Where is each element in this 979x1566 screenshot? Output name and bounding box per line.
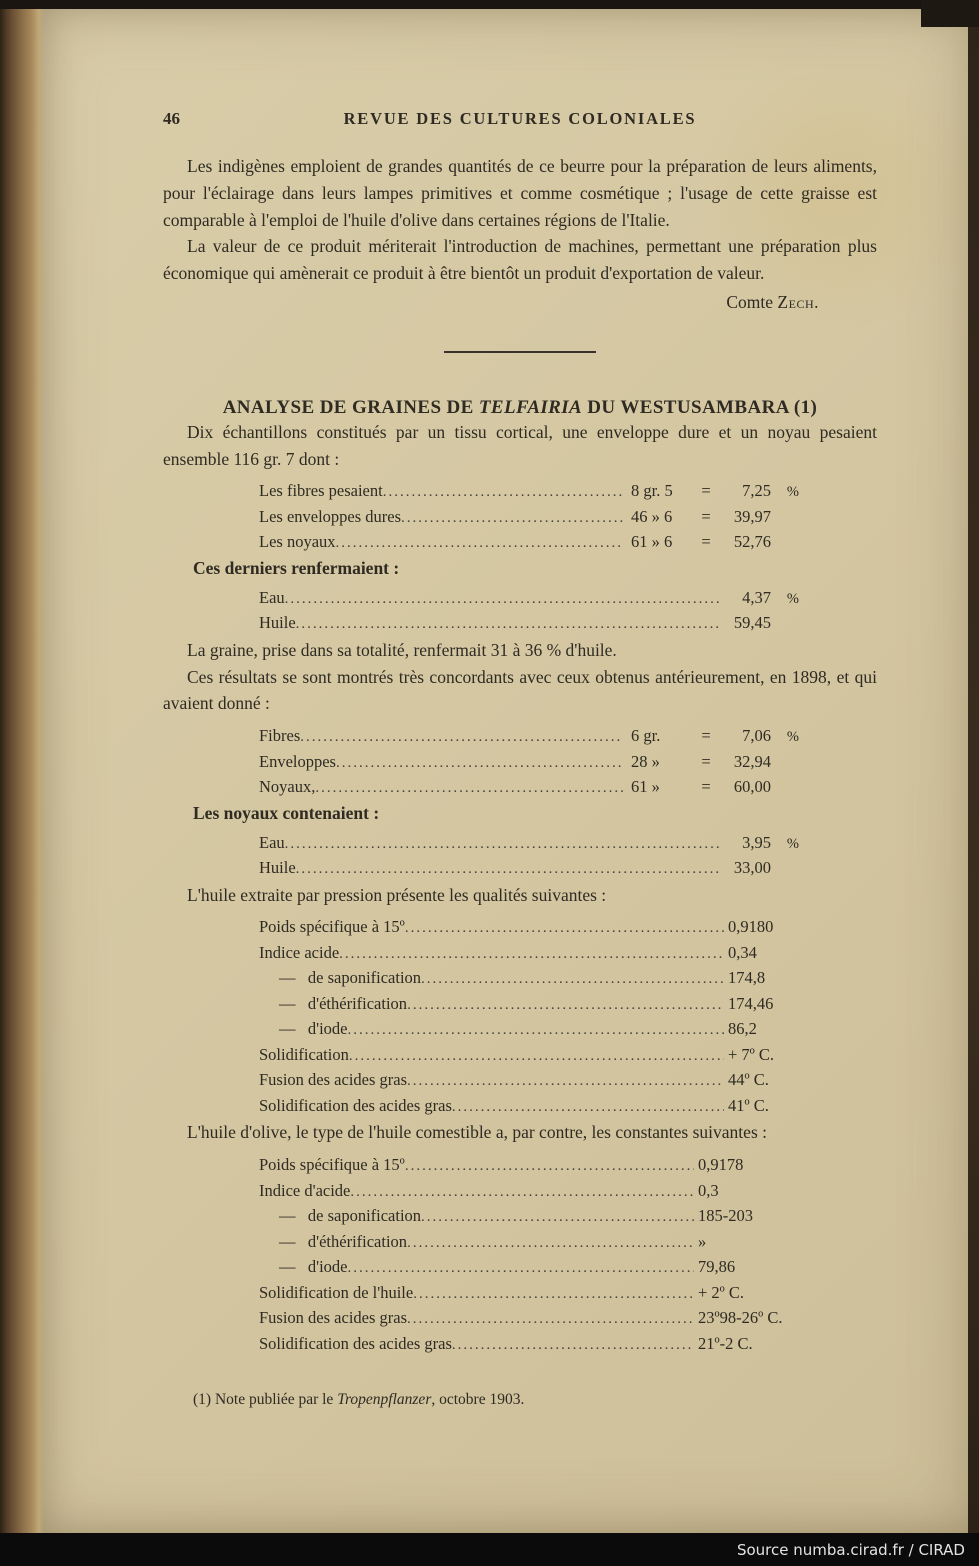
row-label: Solidification des acides gras — [259, 1095, 452, 1115]
dot-leader — [336, 750, 623, 776]
row-label: — de saponification — [279, 968, 422, 988]
journal-title: REVUE DES CULTURES COLONIALES — [343, 109, 697, 128]
equals-sign: = — [701, 751, 711, 771]
qualites-table — [259, 915, 829, 1119]
row-amount: 61 » — [631, 777, 660, 797]
row-unit: % — [786, 590, 799, 607]
source-attribution-text: Source numba.cirad.fr / CIRAD — [736, 1540, 965, 1559]
row-label: — d'éthérification — [279, 1231, 408, 1251]
dot-leader — [285, 586, 719, 612]
row-value: 174,8 — [728, 968, 766, 988]
row-label: Indice acide — [259, 942, 340, 962]
row-unit: % — [786, 835, 799, 852]
source-attribution-bar — [0, 1533, 979, 1566]
row-unit: % — [786, 729, 799, 746]
row-label: Fusion des acides gras — [259, 1070, 408, 1090]
row-value: 59,45 — [733, 613, 771, 633]
running-header — [163, 109, 877, 129]
table-row — [259, 1255, 804, 1281]
paragraph-beurre-2: La valeur de ce produit mériterait l'introduction de machines, permettant une préparation plus économique qui amènerait ce produit à être bientôt un produit d'exportation de valeur. — [163, 236, 877, 284]
dot-leader — [285, 831, 719, 857]
row-value: 3,95 — [742, 832, 771, 852]
table-row — [259, 966, 829, 992]
dot-leader — [349, 1043, 724, 1069]
table-row — [259, 586, 799, 612]
row-label: Fibres — [259, 726, 301, 746]
table-row — [259, 775, 799, 801]
table-row — [259, 856, 799, 882]
scan-right-edge — [968, 0, 979, 1566]
table-row — [259, 1094, 829, 1120]
row-label: Noyaux, — [259, 777, 316, 797]
olive-table — [259, 1153, 804, 1357]
row-amount: 61 » 6 — [631, 532, 673, 552]
row-value: 0,9180 — [728, 917, 774, 937]
table-row — [259, 941, 829, 967]
equals-sign: = — [701, 726, 711, 746]
row-value: 33,00 — [733, 858, 771, 878]
signature-name: Zech. — [777, 291, 819, 312]
page-number: 46 — [163, 109, 180, 128]
book-spine-edge — [0, 0, 44, 1566]
dot-leader — [296, 856, 719, 882]
row-value: 0,34 — [728, 942, 757, 962]
dot-leader — [407, 1230, 694, 1256]
table-row — [259, 1068, 829, 1094]
weights-table — [259, 479, 799, 556]
article-title — [163, 397, 877, 419]
row-label: Les noyaux — [259, 532, 336, 552]
row-value: 23º98-26º C. — [698, 1308, 783, 1328]
dot-leader — [315, 775, 623, 801]
table-row — [259, 530, 799, 556]
row-amount: 8 gr. 5 — [631, 481, 673, 501]
paragraph-beurre-1: Les indigènes emploient de grandes quantités de ce beurre pour la préparation de leurs aliments, pour l'éclairage dans leurs lampes primitives et comme cosmétique ; l'usage de cette graisse est comparable à l'emploi de l'huile d'olive dans certaines régions de l'Italie. — [163, 156, 877, 230]
row-value: 44º C. — [728, 1070, 769, 1090]
equals-sign: = — [701, 481, 711, 501]
row-value: 7,06 — [742, 726, 771, 746]
table-row — [259, 1204, 804, 1230]
dot-leader — [452, 1094, 724, 1120]
paragraph-resultats: Ces résultats se sont montrés très concordants avec ceux obtenus antérieurement, en 1898, et qui avaient donné : — [163, 666, 877, 714]
table-row — [259, 1043, 829, 1069]
dot-leader — [336, 530, 623, 556]
row-value: 0,9178 — [698, 1155, 744, 1175]
paragraph-pression: L'huile extraite par pression présente les qualités suivantes : — [187, 884, 607, 905]
table-row — [259, 750, 799, 776]
equals-sign: = — [701, 506, 711, 526]
row-value: 52,76 — [733, 532, 771, 552]
equals-sign: = — [701, 777, 711, 797]
dot-leader — [407, 1068, 724, 1094]
dot-leader — [348, 1255, 694, 1281]
row-value: 0,3 — [698, 1180, 719, 1200]
table-row — [259, 1306, 804, 1332]
row-unit: % — [786, 484, 799, 501]
row-label: Eau — [259, 832, 285, 852]
dot-leader — [405, 1153, 694, 1179]
footnote-text: (1) Note publiée par le — [193, 1391, 338, 1409]
table-row — [259, 1153, 804, 1179]
row-label: Fusion des acides gras — [259, 1308, 408, 1328]
table-row — [259, 505, 799, 531]
row-value: » — [698, 1231, 707, 1251]
page-paper — [34, 7, 970, 1533]
dot-leader — [421, 966, 724, 992]
article-title-genus: TELFAIRIA — [478, 396, 583, 418]
author-signature — [163, 292, 877, 313]
dot-leader — [350, 1179, 694, 1205]
row-label: Solidification de l'huile — [259, 1282, 414, 1302]
dot-leader — [405, 915, 724, 941]
row-value: + 2º C. — [698, 1282, 745, 1302]
table-row — [259, 1281, 804, 1307]
scan-corner — [921, 0, 979, 27]
paragraph-intro: Dix échantillons constitués par un tissu cortical, une enveloppe dure et un noyau pesaient ensemble 116 gr. 7 dont : — [163, 421, 877, 469]
table-row — [259, 1332, 804, 1358]
row-label: Solidification — [259, 1044, 349, 1064]
subheading-renfermaient: Ces derniers renfermaient : — [193, 557, 400, 578]
row-label: — de saponification — [279, 1206, 422, 1226]
dot-leader — [383, 479, 623, 505]
row-value: 32,94 — [733, 751, 771, 771]
table-row — [259, 992, 829, 1018]
footnote-journal-name: Tropenpflanzer — [337, 1391, 432, 1409]
paragraph-graine: La graine, prise dans sa totalité, renfermait 31 à 36 % d'huile. — [187, 639, 617, 660]
dot-leader — [407, 1306, 694, 1332]
table-row — [259, 915, 829, 941]
paragraph-olive: L'huile d'olive, le type de l'huile comestible a, par contre, les constantes suivantes : — [187, 1122, 767, 1143]
row-value: 86,2 — [728, 1019, 757, 1039]
table-row — [259, 1017, 829, 1043]
row-label: Enveloppes — [259, 751, 336, 771]
row-label: Huile — [259, 613, 296, 633]
article-title-region: DU WESTUSAMBARA (1) — [582, 396, 818, 418]
row-value: 60,00 — [733, 777, 771, 797]
dot-leader — [348, 1017, 724, 1043]
dot-leader — [401, 505, 623, 531]
row-label: — d'iode — [279, 1019, 348, 1039]
row-label: Indice d'acide — [259, 1180, 351, 1200]
contenaient-table — [259, 831, 799, 882]
row-value: 41º C. — [728, 1095, 769, 1115]
row-label: Les enveloppes dures — [259, 506, 402, 526]
equals-sign: = — [701, 532, 711, 552]
row-label: Eau — [259, 587, 285, 607]
dot-leader — [407, 992, 724, 1018]
row-value: 79,86 — [698, 1257, 736, 1277]
dot-leader — [339, 941, 724, 967]
row-value: 21º-2 C. — [698, 1333, 753, 1353]
dot-leader — [300, 724, 623, 750]
row-label: Poids spécifique à 15º — [259, 1155, 405, 1175]
footnote-date: , octobre 1903. — [431, 1391, 525, 1409]
page-content — [163, 109, 877, 1409]
table-row — [259, 1230, 804, 1256]
dot-leader — [296, 611, 719, 637]
dot-leader — [413, 1281, 694, 1307]
section-divider — [444, 351, 596, 353]
row-label: — d'éthérification — [279, 993, 408, 1013]
row-value: 185-203 — [698, 1206, 753, 1226]
article-title-text: ANALYSE DE GRAINES DE — [222, 396, 479, 418]
row-label: Les fibres pesaient — [259, 481, 383, 501]
table-row — [259, 1179, 804, 1205]
table-row — [259, 724, 799, 750]
row-label: — d'iode — [279, 1257, 348, 1277]
footnote — [193, 1391, 877, 1409]
table-row — [259, 611, 799, 637]
row-label: Poids spécifique à 15º — [259, 917, 405, 937]
row-amount: 6 gr. — [631, 726, 661, 746]
dot-leader — [421, 1204, 694, 1230]
row-value: 39,97 — [733, 506, 771, 526]
row-value: 4,37 — [742, 587, 771, 607]
row-amount: 46 » 6 — [631, 506, 673, 526]
row-value: 174,46 — [728, 993, 774, 1013]
row-value: + 7º C. — [728, 1044, 775, 1064]
row-value: 7,25 — [742, 481, 771, 501]
signature-title: Comte — [726, 291, 778, 312]
row-amount: 28 » — [631, 751, 660, 771]
anterieur-table — [259, 724, 799, 801]
scan-top-edge — [0, 0, 979, 9]
table-row — [259, 831, 799, 857]
subheading-contenaient: Les noyaux contenaient : — [193, 802, 380, 823]
row-label: Huile — [259, 858, 296, 878]
table-row — [259, 479, 799, 505]
row-label: Solidification des acides gras — [259, 1333, 452, 1353]
renfermaient-table — [259, 586, 799, 637]
dot-leader — [452, 1332, 694, 1358]
